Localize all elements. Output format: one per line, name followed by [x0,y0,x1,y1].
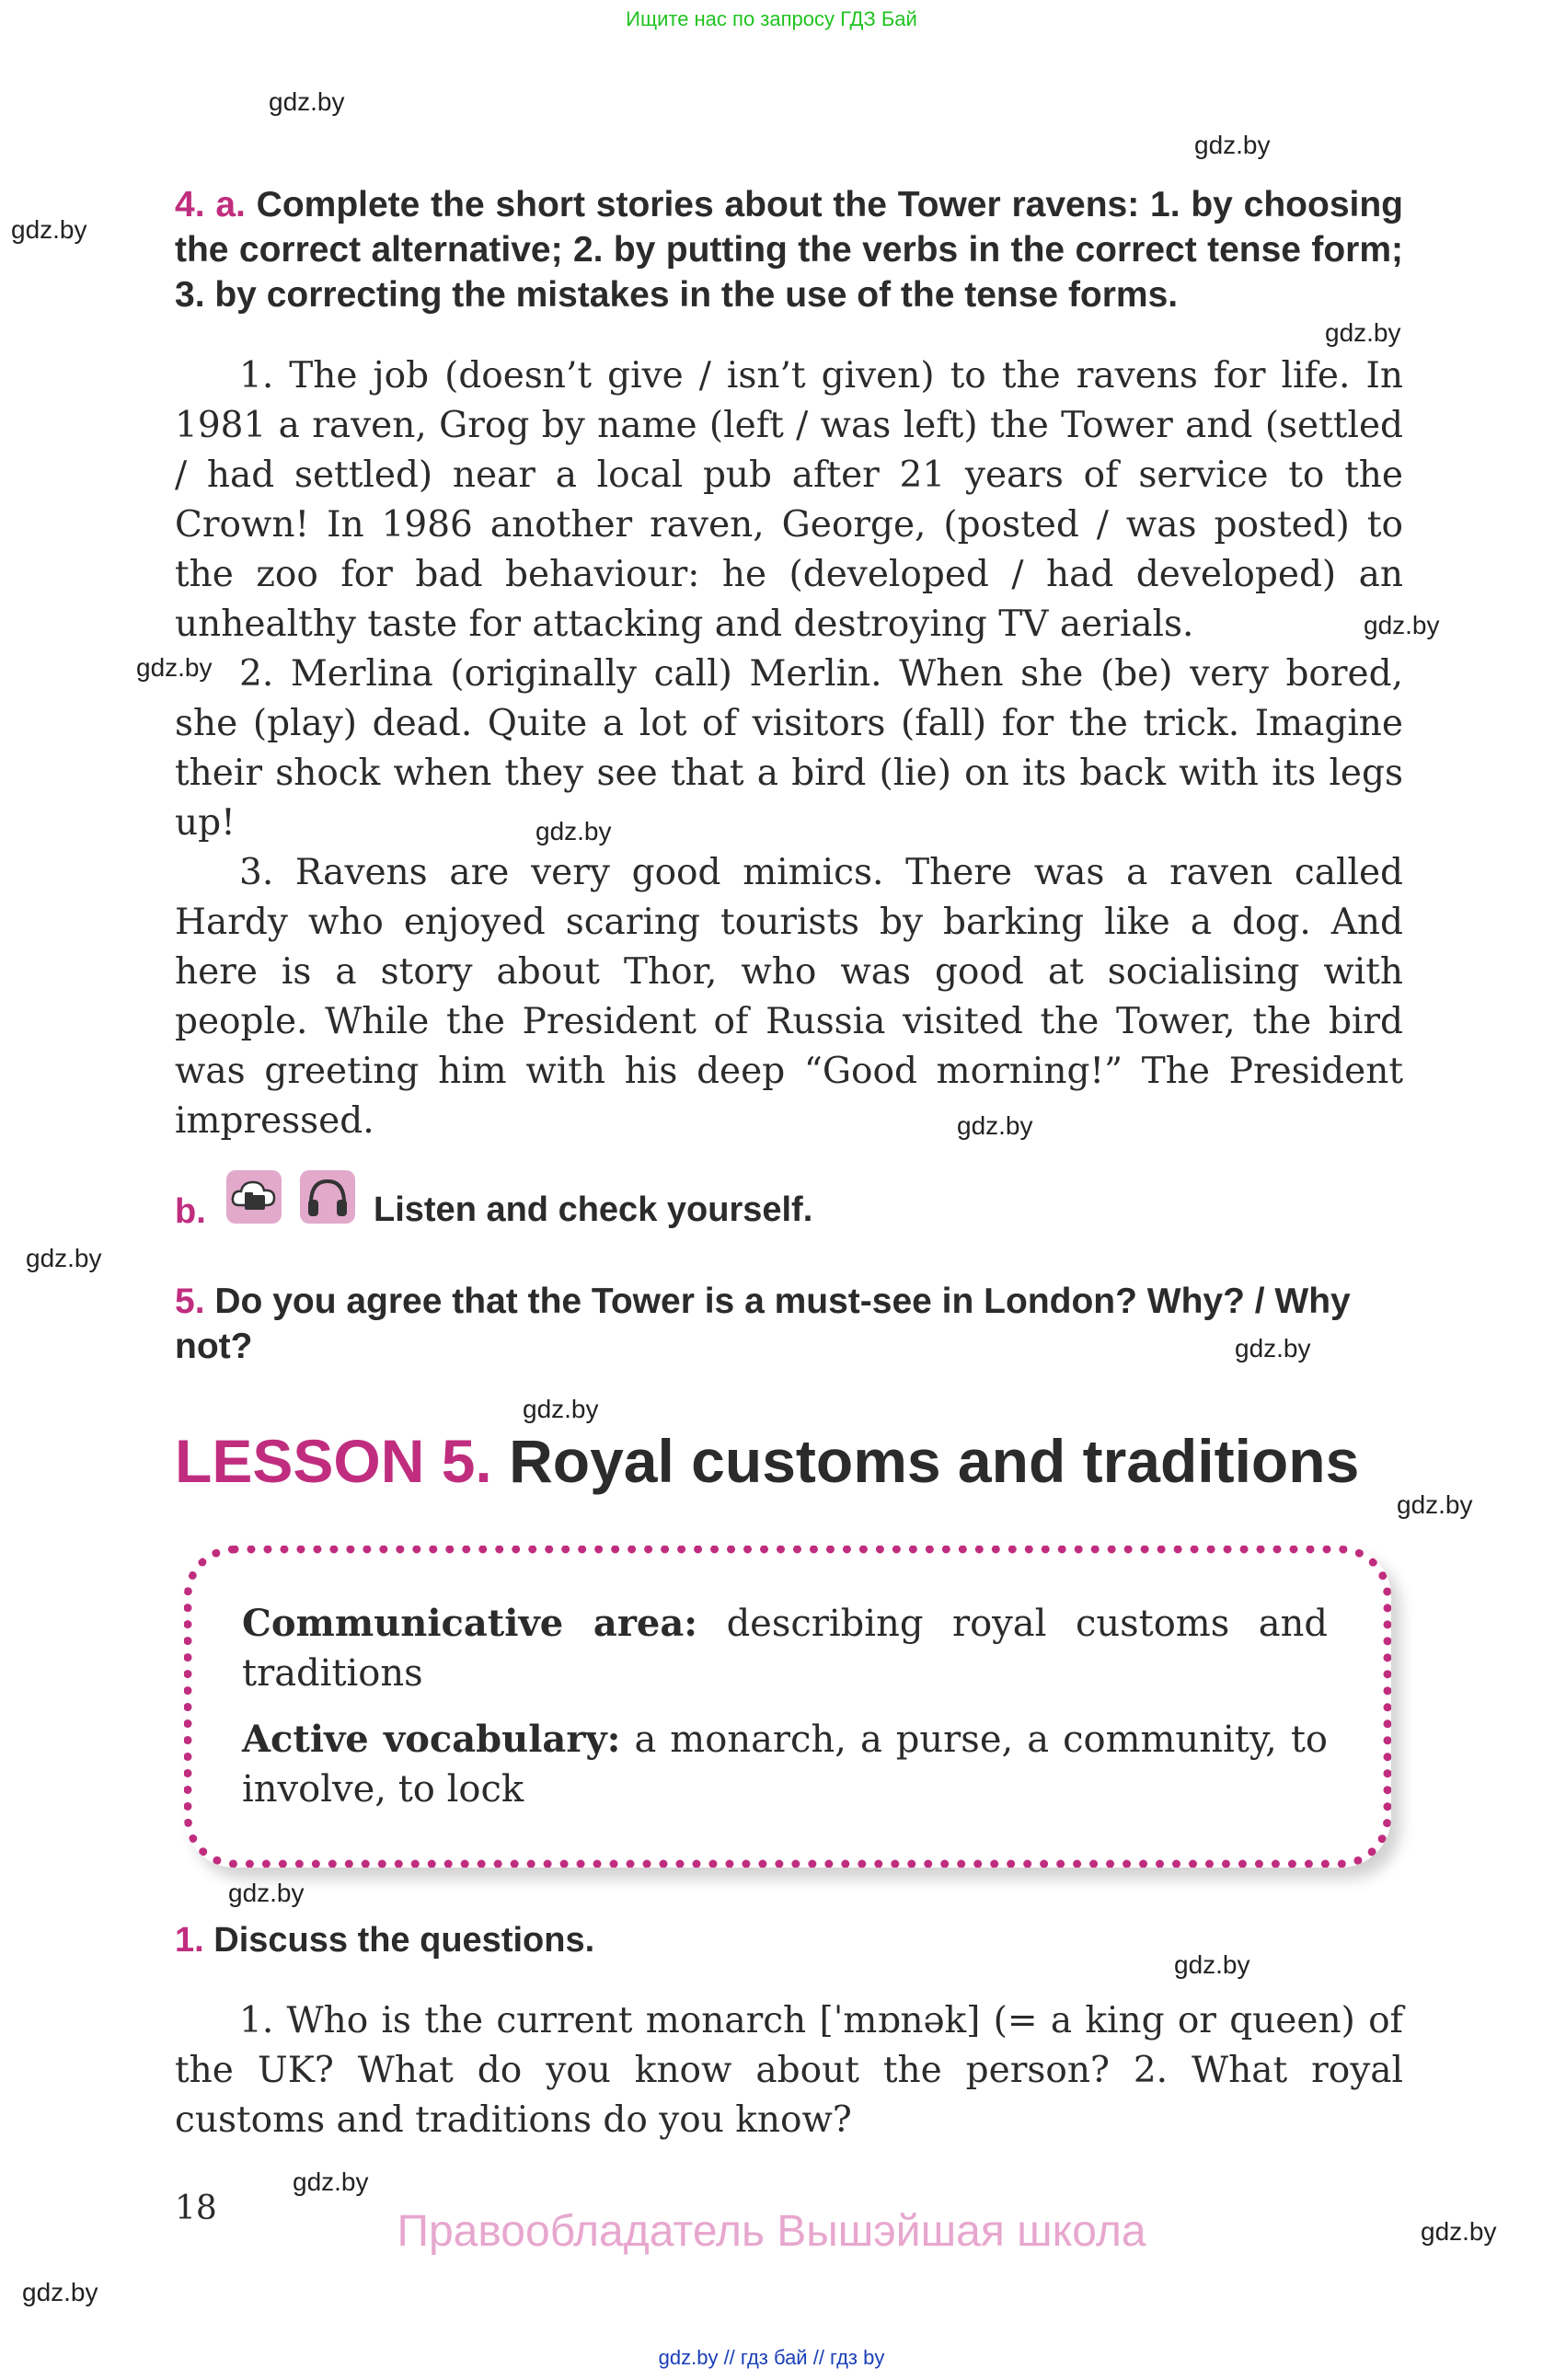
cloud-folder-icon [226,1170,282,1224]
watermark: gdz.by [22,2278,98,2306]
communicative-area-text: describing royal customs and traditions [242,1603,1328,1695]
lesson-number: LESSON 5. [175,1427,492,1495]
page-number: 18 [175,2190,217,2227]
task-5-number: 5. [175,1282,205,1321]
task-1-heading [175,1921,594,1960]
top-banner-link[interactable]: Ищите нас по запросу ГДЗ Бай [626,7,917,30]
part-b-label: b. [175,1192,206,1231]
task-4-heading [175,182,1403,317]
part-b-text: Listen and check yourself. [374,1190,813,1229]
watermark: gdz.by [1364,611,1440,639]
active-vocabulary-label: Active vocabulary: [242,1718,621,1761]
communicative-area [242,1599,1328,1698]
headphones-icon[interactable] [300,1170,355,1224]
watermark: gdz.by [1194,131,1271,159]
watermark: gdz.by [957,1111,1033,1140]
task-4-stories [175,351,1403,1146]
watermark: gdz.by [11,215,87,244]
watermark: gdz.by [1235,1334,1311,1362]
watermark: gdz.by [1325,318,1401,347]
lesson-info-box [184,1546,1391,1868]
copyright-notice: Правообладатель Вышэйшая школа [397,2207,1146,2256]
headphones-icon [300,1170,355,1224]
watermark: gdz.by [523,1395,599,1423]
task-4-number: 4. a. [175,185,246,224]
task-5-text: Do you agree that the Tower is a must-see in London? Why? / Why not? [175,1282,1351,1366]
footer-links[interactable]: gdz.by // гдз бай // гдз by [658,2346,885,2369]
watermark: gdz.by [1397,1490,1473,1519]
task-4-instruction: Complete the short stories about the Tower ravens: 1. by choosing the correct alternative; 2. by putting the verbs in the correct tense form; 3. by correcting the mistakes in the use of the tense forms. [175,185,1403,315]
watermark: gdz.by [136,653,213,682]
communicative-area-label: Communicative area: [242,1602,698,1645]
active-vocabulary-text: a monarch, a purse, a community, to involve, to lock [242,1719,1328,1811]
task-5 [175,1279,1403,1369]
task-1-questions [175,1996,1403,2145]
story-3: 3. Ravens are very good mimics. There was a raven called Hardy who enjoyed scaring tourists by barking like a dog. And here is a story about Thor, who was good at socialising with people. While the President of Russia visited the Tower, the bird was greeting him with his deep “Good morning!” The President impressed. [175,852,1403,1142]
watermark: gdz.by [269,87,345,116]
story-2: 2. Merlina (originally call) Merlin. When she (be) very bored, she (play) dead. Quite a lot of visitors (fall) for the trick. Imagine their shock when they see that a bird (lie) on its back with its legs up! [175,653,1403,844]
watermark: gdz.by [228,1879,305,1907]
watermark: gdz.by [535,817,612,845]
lesson-title [175,1426,1359,1496]
watermark: gdz.by [26,1244,102,1272]
watermark: gdz.by [1421,2217,1497,2246]
story-1: 1. The job (doesn’t give / isn’t given) to the ravens for life. In 1981 a raven, Grog by name (left / was left) the Tower and (settled / had settled) near a local pub after 21 years of service to the Crown! In 1986 another raven, George, (posted / was posted) to the zoo for bad behaviour: he (developed / had developed) an unhealthy taste for attacking and destroying TV aerials. [175,355,1403,645]
watermark: gdz.by [293,2167,369,2196]
watermark: gdz.by [1174,1950,1250,1979]
cloud-folder-icon[interactable] [226,1170,282,1224]
active-vocabulary [242,1715,1328,1814]
task-1-number: 1. [175,1921,204,1960]
lesson-name: Royal customs and traditions [509,1427,1360,1495]
task-1-text: 1. Who is the current monarch [ˈmɒnək] (= a king or queen) of the UK? What do you know about the person? 2. What royal customs and traditions do you know? [175,2000,1403,2141]
task-1-title: Discuss the questions. [213,1921,595,1960]
